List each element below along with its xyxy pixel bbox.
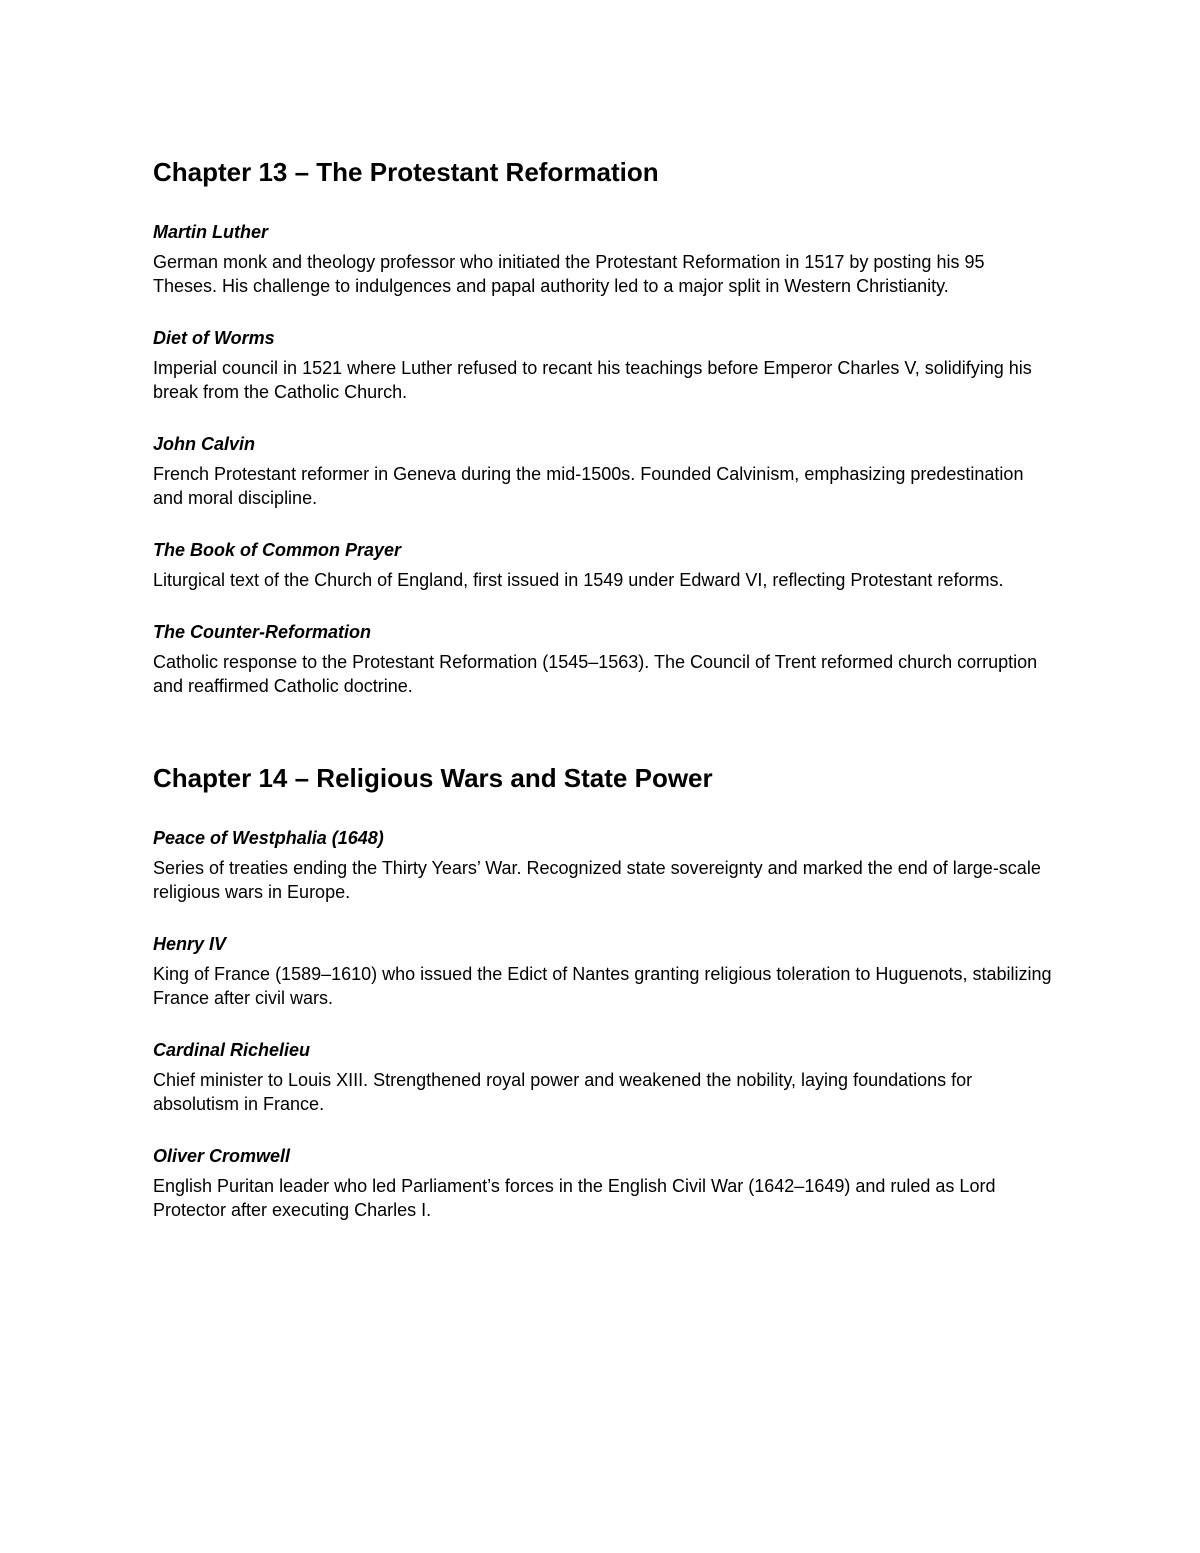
term-entry — [153, 326, 1053, 404]
term-name: Cardinal Richelieu — [153, 1040, 311, 1060]
term-description: Series of treaties ending the Thirty Years’ War. Recognized state sovereignty and marked the end of large-scale religious wars in Europe. — [153, 858, 1041, 902]
term-description: King of France (1589–1610) who issued the Edict of Nantes granting religious toleration to Huguenots, stabilizing France after civil wars. — [153, 964, 1052, 1008]
term-name: Diet of Worms — [153, 328, 275, 348]
term-entry — [153, 1038, 1053, 1116]
chapter-title: Chapter 14 – Religious Wars and State Power — [153, 763, 713, 793]
term-name: The Book of Common Prayer — [153, 540, 402, 560]
term-name: Oliver Cromwell — [153, 1146, 291, 1166]
term-entry — [153, 1144, 1053, 1222]
term-entry — [153, 826, 1053, 904]
chapter-title: Chapter 13 – The Protestant Reformation — [153, 157, 659, 187]
term-description: Chief minister to Louis XIII. Strengthened royal power and weakened the nobility, laying foundations for absolutism in France. — [153, 1070, 973, 1114]
term-description: French Protestant reformer in Geneva during the mid-1500s. Founded Calvinism, emphasizing predestination and moral discipline. — [153, 464, 1024, 508]
term-name: Martin Luther — [153, 222, 268, 242]
term-description: Imperial council in 1521 where Luther refused to recant his teachings before Emperor Charles V, solidifying his break from the Catholic Church. — [153, 358, 1032, 402]
term-name: John Calvin — [153, 434, 256, 454]
page-content — [153, 150, 1053, 1250]
term-entry — [153, 932, 1053, 1010]
term-name: Peace of Westphalia (1648) — [153, 828, 384, 848]
term-entry — [153, 220, 1053, 298]
term-description: Catholic response to the Protestant Reformation (1545–1563). The Council of Trent reformed church corruption and reaffirmed Catholic doctrine. — [153, 652, 1038, 696]
term-entry — [153, 432, 1053, 510]
chapter-13-section — [153, 150, 1053, 698]
term-name: Henry IV — [153, 934, 227, 954]
term-name: The Counter-Reformation — [153, 622, 371, 642]
term-description: Liturgical text of the Church of England, first issued in 1549 under Edward VI, reflecting Protestant reforms. — [153, 570, 1004, 590]
term-entry — [153, 620, 1053, 698]
term-entry — [153, 538, 1053, 592]
chapter-14-section — [153, 756, 1053, 1222]
term-description: English Puritan leader who led Parliament’s forces in the English Civil War (1642–1649) and ruled as Lord Protector after executing Charles I. — [153, 1176, 996, 1220]
term-description: German monk and theology professor who initiated the Protestant Reformation in 1517 by posting his 95 Theses. His challenge to indulgences and papal authority led to a major split in Western Christianity. — [153, 252, 985, 296]
